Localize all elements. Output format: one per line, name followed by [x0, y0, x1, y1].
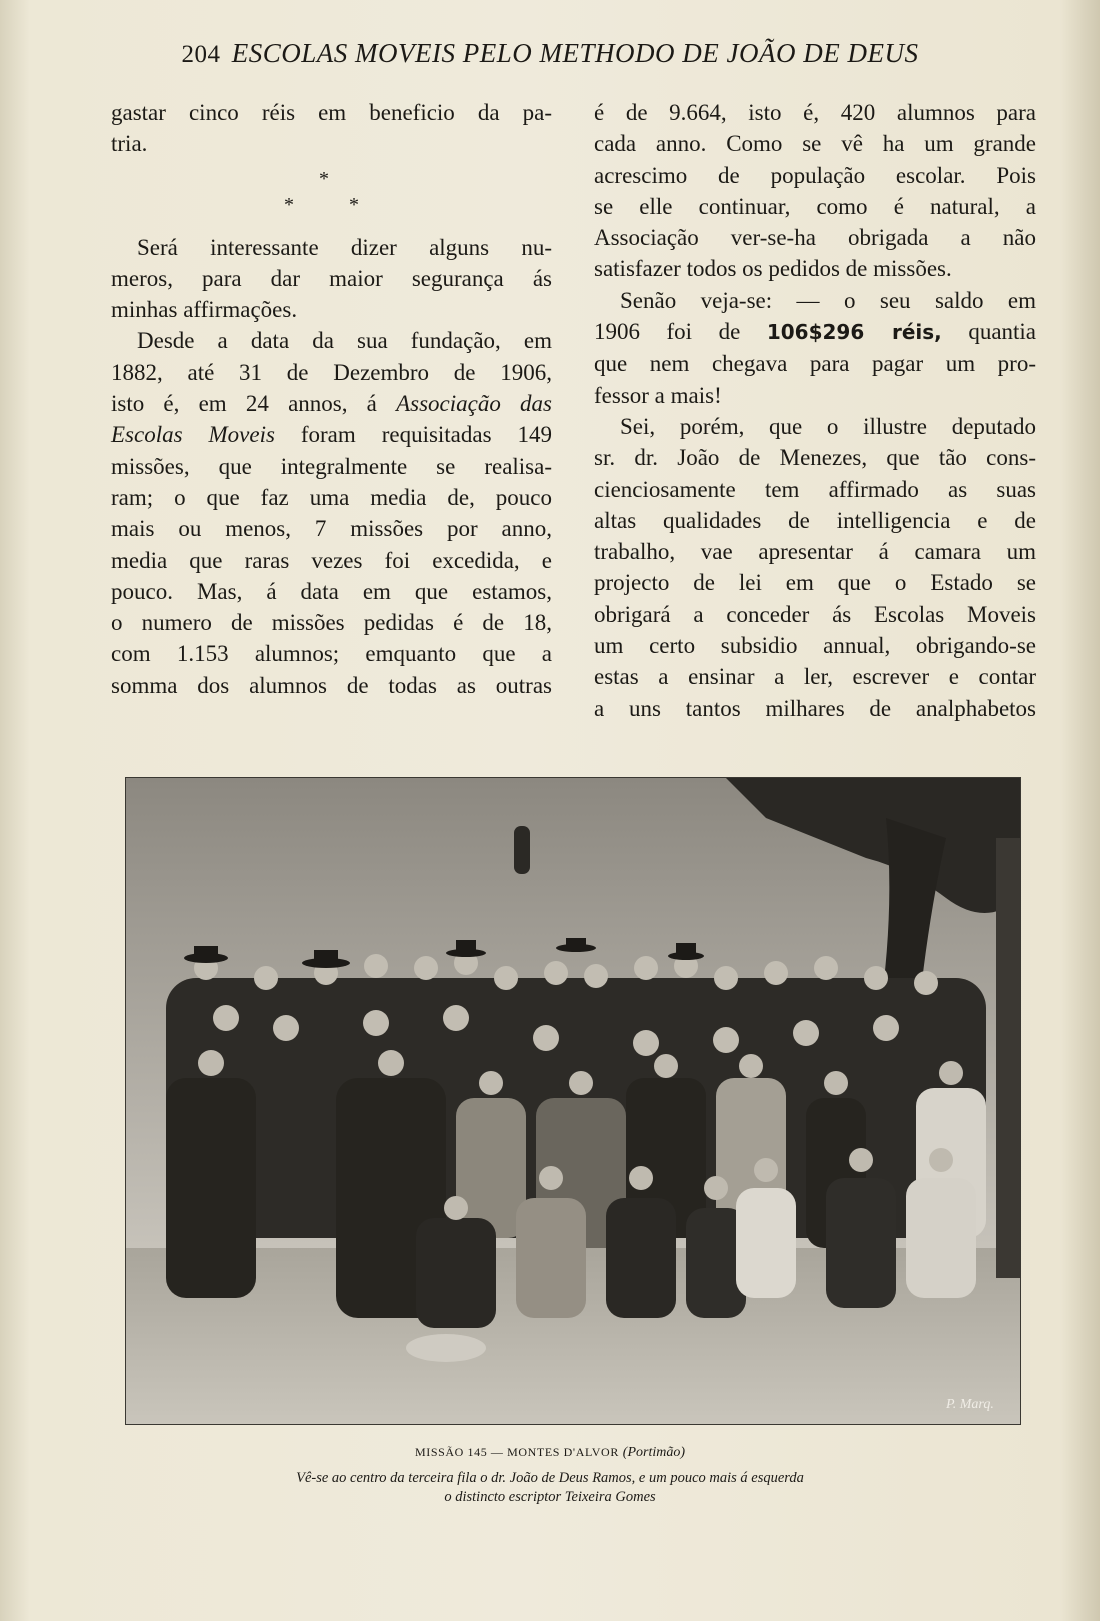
- asterisk: *: [319, 167, 329, 190]
- text-line: media que raras vezes foi excedida, e: [111, 547, 552, 573]
- paragraph: [594, 411, 1036, 724]
- text-line: acrescimo de população escolar. Pois: [594, 162, 1036, 188]
- text-line: [111, 388, 552, 419]
- bold-amount: 106$296 réis,: [766, 320, 942, 345]
- caption-place: (Portimão): [622, 1445, 686, 1460]
- paragraph-continuation: [111, 97, 552, 160]
- text-line: a uns tantos milhares de analphabetos: [594, 695, 1036, 721]
- text-line: satisfazer todos os pedidos de missões.: [594, 256, 952, 282]
- paragraph: [594, 97, 1036, 285]
- text-line: altas qualidades de intelligencia e de: [594, 507, 1036, 533]
- text-line: meros, para dar maior segurança ás: [111, 265, 552, 291]
- text-line: é de 9.664, isto é, 420 alumnos para: [594, 100, 1036, 125]
- text-line: com 1.153 alumnos; emquanto que a: [111, 641, 552, 667]
- italic-term: Associação das: [396, 391, 552, 417]
- text-line: Associação ver-se-ha obrigada a não: [594, 225, 1036, 251]
- text-line: missões, que integralmente se realisa-: [111, 453, 552, 479]
- text-line: estas a ensinar a ler, escrever e contar: [594, 664, 1036, 690]
- text-line: se elle continuar, como é natural, a: [594, 193, 1036, 219]
- text-line: Senão veja-se: — o seu saldo em: [620, 287, 1036, 313]
- text-run: isto é, em 24 annos, á: [111, 391, 377, 417]
- text-line: pouco. Mas, á data em que estamos,: [111, 578, 552, 604]
- text-line: [111, 419, 552, 450]
- photo-illustration: [126, 778, 1020, 1424]
- asterisk: *: [284, 193, 294, 216]
- text-line: trabalho, vae apresentar á camara um: [594, 539, 1036, 565]
- section-separator-asterism: [111, 160, 552, 222]
- hanging-object: [514, 826, 530, 874]
- text-line: cienciosamente tem affirmado as suas: [594, 476, 1036, 502]
- text-line: Sei, porém, que o illustre deputado: [620, 413, 1036, 439]
- text-line: mais ou menos, 7 missões por anno,: [111, 516, 552, 542]
- page-number: 204: [181, 41, 221, 68]
- running-header: [0, 38, 1100, 69]
- text-line: obrigará a conceder ás Escolas Moveis: [594, 601, 1036, 627]
- paragraph: [594, 285, 1036, 411]
- running-title: ESCOLAS MOVEIS PELO METHODO DE JOÃO DE DEUS: [231, 38, 919, 68]
- text-line: minhas affirmações.: [111, 297, 298, 323]
- text-line: sr. dr. João de Menezes, que tão cons-: [594, 445, 1036, 471]
- paragraph: [111, 232, 552, 326]
- caption-title: [0, 1444, 1100, 1461]
- text-line: Será interessante dizer alguns nu-: [137, 234, 552, 260]
- text-line: cada anno. Como se vê ha um grande: [594, 131, 1036, 157]
- text-line: fessor a mais!: [594, 382, 722, 408]
- text-line: gastar cinco réis em beneficio da pa-: [111, 100, 552, 125]
- caption-label: MISSÃO 145 — MONTES D'ALVOR: [414, 1445, 619, 1459]
- right-column: [594, 97, 1036, 724]
- text-line: somma dos alumnos de todas as outras: [111, 672, 552, 698]
- text-line: Desde a data da sua fundação, em: [137, 328, 552, 354]
- italic-term: Escolas Moveis: [111, 422, 275, 448]
- text-line: projecto de lei em que o Estado se: [594, 570, 1036, 596]
- text-line: 1882, até 31 de Dezembro de 1906,: [111, 359, 552, 385]
- photographer-signature: P. Marq.: [946, 1397, 994, 1412]
- text-line: [594, 316, 1036, 348]
- text-line: que nem chegava para pagar um pro-: [594, 351, 1036, 377]
- caption-description: [0, 1469, 1100, 1507]
- text-line: um certo subsidio annual, obrigando-se: [594, 633, 1036, 659]
- caption-line: Vê-se ao centro da terceira fila o dr. João de Deus Ramos, e um pouco mais á esquerda: [296, 1470, 804, 1486]
- text-run: foram requisitadas 149: [300, 422, 552, 448]
- group-photograph: [126, 778, 1020, 1424]
- caption-line: o distincto escriptor Teixeira Gomes: [444, 1489, 656, 1505]
- text-run: quantia: [968, 319, 1037, 345]
- text-line: o numero de missões pedidas é de 18,: [111, 610, 552, 636]
- left-column: [111, 97, 552, 701]
- asterisk: *: [349, 193, 359, 216]
- text-line: ram; o que faz uma media de, pouco: [111, 484, 552, 510]
- text-line: tria.: [111, 131, 148, 157]
- paragraph: [111, 325, 552, 701]
- text-run: 1906 foi de: [594, 319, 741, 345]
